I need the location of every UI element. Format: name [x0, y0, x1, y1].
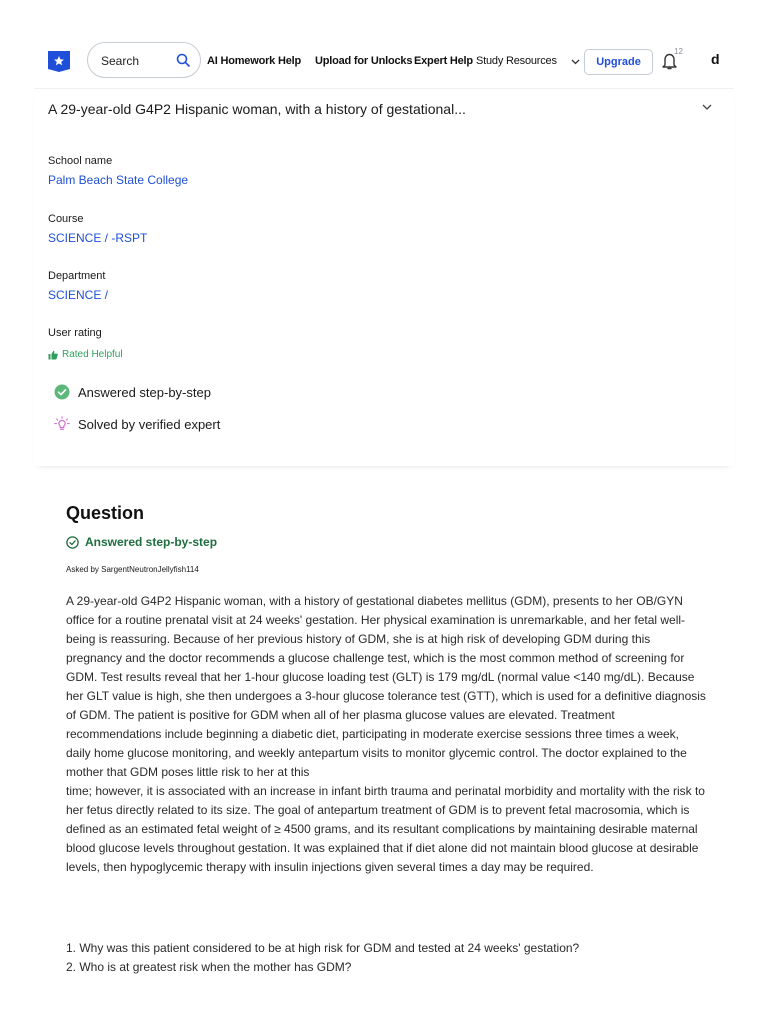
school-name-label: School name: [48, 155, 113, 167]
search-placeholder: Search: [101, 54, 140, 68]
question-body: [66, 592, 706, 877]
logo-icon[interactable]: [47, 49, 71, 73]
rated-helpful-badge: [48, 349, 123, 360]
feature-answered-text: Answered step-by-step: [78, 384, 211, 400]
chevron-down-icon[interactable]: [571, 59, 580, 65]
asked-by: Asked by SargentNeutronJellyfish114: [66, 565, 199, 574]
check-circle-icon: [66, 536, 79, 549]
upgrade-button[interactable]: Upgrade: [584, 49, 653, 75]
thumbs-up-icon: [48, 350, 58, 360]
check-circle-icon: [54, 384, 70, 400]
lightbulb-icon: [54, 416, 70, 432]
question-item: 1. Why was this patient considered to be at high risk for GDM and tested at 24 weeks' gestation?: [66, 941, 580, 955]
department-label: Department: [48, 270, 106, 282]
question-status-text: Answered step-by-step: [85, 535, 218, 549]
top-navigation: [0, 36, 768, 86]
avatar[interactable]: d: [711, 51, 720, 67]
nav-upload-for-unlocks[interactable]: Upload for Unlocks: [315, 55, 413, 67]
document-title: A 29-year-old G4P2 Hispanic woman, with a history of gestational...: [48, 101, 466, 117]
document-info-card: [34, 88, 734, 466]
user-rating-label: User rating: [48, 327, 102, 339]
rated-helpful-text: Rated Helpful: [62, 349, 123, 360]
department-link[interactable]: SCIENCE /: [48, 288, 109, 302]
feature-verified-text: Solved by verified expert: [78, 416, 221, 432]
feature-answered: [54, 384, 211, 400]
nav-ai-homework-help[interactable]: AI Homework Help: [207, 55, 301, 67]
question-heading: Question: [66, 503, 145, 523]
question-list: [66, 939, 706, 977]
search-input[interactable]: [87, 42, 201, 78]
course-link[interactable]: SCIENCE / -RSPT: [48, 231, 148, 245]
course-label: Course: [48, 213, 84, 225]
nav-expert-help[interactable]: Expert Help: [414, 55, 473, 67]
search-icon[interactable]: [176, 53, 190, 67]
question-paragraph: A 29-year-old G4P2 Hispanic woman, with a history of gestational diabetes mellitus (GDM), presents to her OB/GYN office for a routine prenatal visit at 24 weeks' gestation. Her physical examination is unremarkable, and her fetal well-being is reassuring. Because of her previous history of GDM, she is at high risk of developing GDM during this pregnancy and the doctor recommends a glucose challenge test, which is the most common method of screening for GDM. Test results reveal that her 1-hour glucose loading test (GLT) is 179 mg/dL (normal value <140 mg/dL). Because her GLT value is high, she then undergoes a 3-hour glucose tolerance test (GTT), which is used for a definitive diagnosis of GDM. The patient is positive for GDM when all of her plasma glucose values are elevated. Treatment recommendations include beginning a diabetic diet, participating in moderate exercise sessions three times a week, daily home glucose monitoring, and weekly antepartum visits to monitor glycemic control. The doctor explained to the mother that GDM poses little risk to her at this: [66, 594, 706, 779]
chevron-down-icon[interactable]: [702, 104, 712, 110]
school-name-link[interactable]: Palm Beach State College: [48, 173, 189, 187]
question-paragraph: time; however, it is associated with an increase in infant birth trauma and perinatal morbidity and mortality with the risk to her fetus directly related to its size. The goal of antepartum treatment of GDM is to prevent fetal macrosomia, which is defined as an estimated fetal weight of ≥ 4500 grams, and its resultant complications by maintaining desirable maternal blood glucose levels throughout gestation. It was explained that if diet alone did not maintain blood glucose at desirable levels, then hypoglycemic therapy with insulin injections given several times a day may be required.: [66, 784, 705, 874]
question-status: [66, 535, 217, 549]
nav-study-resources[interactable]: Study Resources: [476, 55, 557, 67]
notification-count: 12: [674, 47, 683, 56]
question-item: 2. Who is at greatest risk when the mother has GDM?: [66, 960, 352, 974]
feature-verified-expert: [54, 416, 220, 432]
